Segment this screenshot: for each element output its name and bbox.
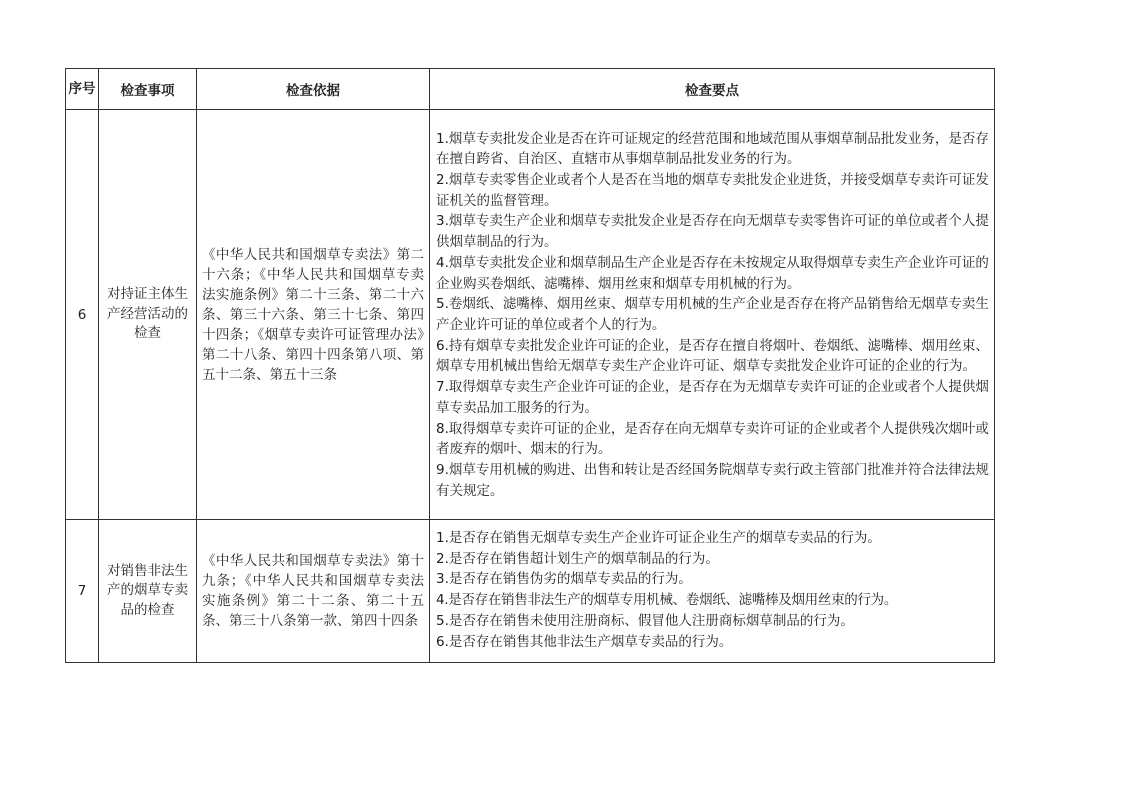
check-point: 7.取得烟草专卖生产企业许可证的企业，是否存在为无烟草专卖许可证的企业或者个人提供烟草专卖品加工服务的行为。 bbox=[436, 379, 989, 416]
check-point: 2.是否存在销售超计划生产的烟草制品的行为。 bbox=[436, 550, 719, 567]
check-point: 4.烟草专卖批发企业和烟草制品生产企业是否存在未按规定从取得烟草专卖生产企业许可证的企业购买卷烟纸、滤嘴棒、烟用丝束和烟草专用机械的行为。 bbox=[436, 254, 989, 292]
inspection-table bbox=[65, 68, 995, 663]
row-seq: 7 bbox=[66, 520, 99, 663]
row-item: 对持证主体生产经营活动的检查 bbox=[99, 110, 197, 520]
check-point: 6.持有烟草专卖批发企业许可证的企业，是否存在擅自将烟叶、卷烟纸、滤嘴棒、烟用丝束、烟草专用机械出售给无烟草专卖生产企业许可证、烟草专卖批发企业许可证的企业的行为。 bbox=[436, 337, 989, 375]
header-item: 检查事项 bbox=[99, 69, 197, 110]
check-point: 3.烟草专卖生产企业和烟草专卖批发企业是否存在向无烟草专卖零售许可证的单位或者个人提供烟草制品的行为。 bbox=[436, 213, 989, 251]
check-point: 6.是否存在销售其他非法生产烟草专卖品的行为。 bbox=[436, 633, 733, 650]
check-point: 4.是否存在销售非法生产的烟草专用机械、卷烟纸、滤嘴棒及烟用丝束的行为。 bbox=[436, 592, 898, 609]
header-points: 检查要点 bbox=[430, 69, 995, 110]
check-point: 3.是否存在销售伪劣的烟草专卖品的行为。 bbox=[436, 571, 692, 588]
table-header-row bbox=[66, 69, 995, 110]
row-seq: 6 bbox=[66, 110, 99, 520]
row-item: 对销售非法生产的烟草专卖品的检查 bbox=[99, 520, 197, 663]
row-points bbox=[430, 110, 995, 520]
check-point: 1.是否存在销售无烟草专卖生产企业许可证企业生产的烟草专卖品的行为。 bbox=[436, 530, 881, 546]
row-basis: 《中华人民共和国烟草专卖法》第十九条；《中华人民共和国烟草专卖法实施条例》第二十二条、第二十五条、第三十八条第一款、第四十四条 bbox=[197, 520, 430, 663]
table-row bbox=[66, 110, 995, 520]
header-basis: 检查依据 bbox=[197, 69, 430, 110]
check-point: 8.取得烟草专卖许可证的企业，是否存在向无烟草专卖许可证的企业或者个人提供残次烟叶或者废弃的烟叶、烟末的行为。 bbox=[436, 420, 989, 458]
row-points bbox=[430, 520, 995, 663]
table-row bbox=[66, 520, 995, 663]
check-point: 2.烟草专卖零售企业或者个人是否在当地的烟草专卖批发企业进货，并接受烟草专卖许可证发证机关的监督管理。 bbox=[436, 172, 989, 209]
header-seq: 序号 bbox=[66, 69, 99, 110]
check-point: 1.烟草专卖批发企业是否在许可证规定的经营范围和地域范围从事烟草制品批发业务，是否存在擅自跨省、自治区、直辖市从事烟草制品批发业务的行为。 bbox=[436, 130, 989, 168]
check-point: 9.烟草专用机械的购进、出售和转让是否经国务院烟草专卖行政主管部门批准并符合法律法规有关规定。 bbox=[436, 461, 989, 499]
check-point: 5.卷烟纸、滤嘴棒、烟用丝束、烟草专用机械的生产企业是否存在将产品销售给无烟草专卖生产企业许可证的单位或者个人的行为。 bbox=[436, 296, 989, 333]
check-point: 5.是否存在销售未使用注册商标、假冒他人注册商标烟草制品的行为。 bbox=[436, 612, 854, 629]
row-basis: 《中华人民共和国烟草专卖法》第二十六条；《中华人民共和国烟草专卖法实施条例》第二十三条、第二十六条、第三十六条、第三十七条、第四十四条；《烟草专卖许可证管理办法》第二十八条、第四十四条第八项、第五十二条、第五十三条 bbox=[197, 110, 430, 520]
